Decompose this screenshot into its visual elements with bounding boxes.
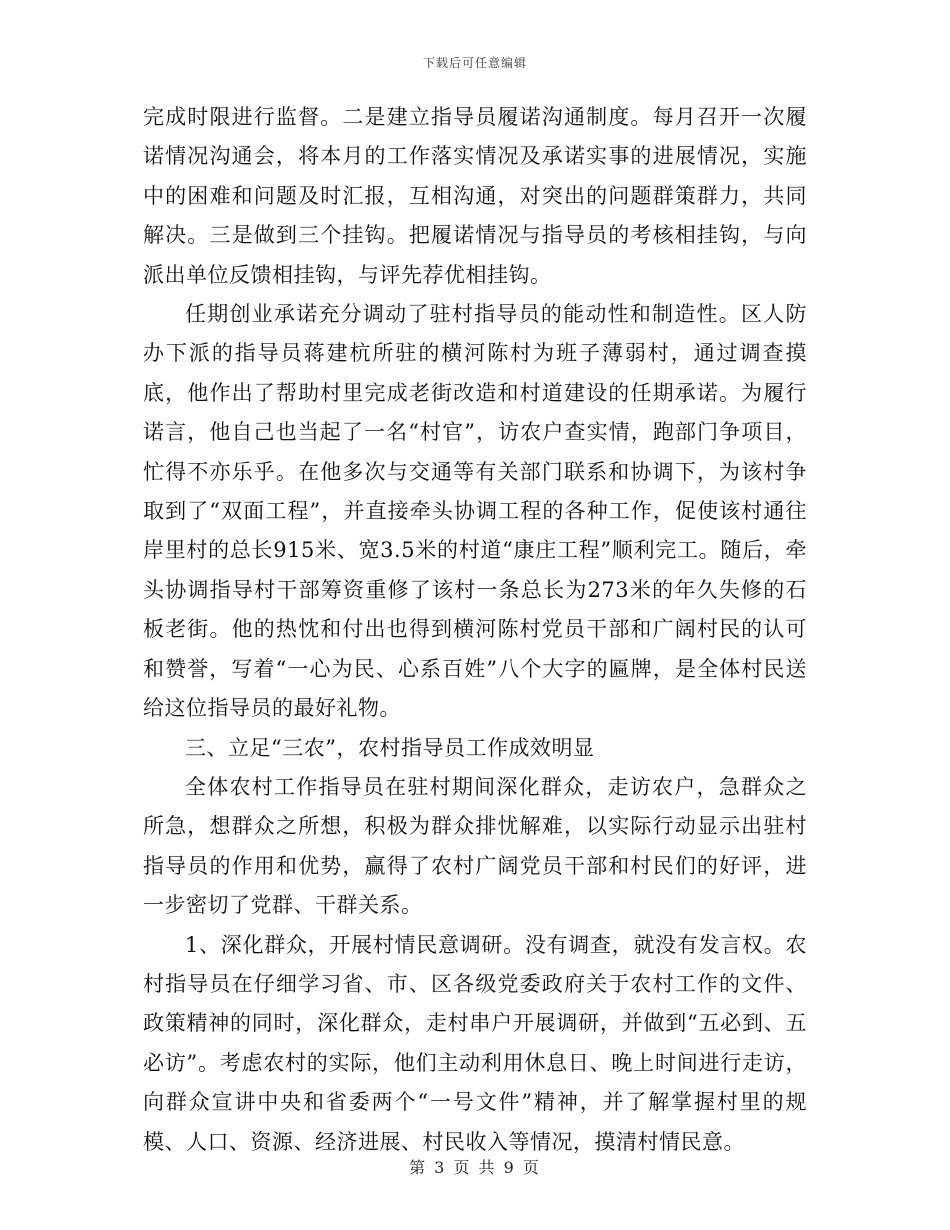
document-body: [143, 98, 807, 1162]
page-header-note: 下载后可任意编辑: [422, 56, 527, 70]
page-number: 第 3 页 共 9 页: [409, 1158, 541, 1177]
paragraph-commitment-example: 任期创业承诺充分调动了驻村指导员的能动性和制造性。区人防办下派的指导员蒋建杭所驻的横河陈村为班子薄弱村，通过调查摸底，他作出了帮助村里完成老街改造和村道建设的任期承诺。为履行诺言，他自己也当起了一名“村官”，访农户查实情，跑部门争项目，忙得不亦乐乎。在他多次与交通等有关部门联系和协调下，为该村争取到了“双面工程”，并直接牵头协调工程的各种工作，促使该村通往岸里村的总长915米、宽3.5米的村道“康庄工程”顺利完工。随后，牵头协调指导村干部筹资重修了该村一条总长为273米的年久失修的石板老街。他的热忱和付出也得到横河陈村党员干部和广阔村民的认可和赞誉，写着“一心为民、心系百姓”八个大字的匾牌，是全体村民送给这位指导员的最好礼物。: [143, 302, 807, 721]
paragraph-item-one: 1、深化群众，开展村情民意调研。没有调查，就没有发言权。农村指导员在仔细学习省、市、区各级党委政府关于农村工作的文件、政策精神的同时，深化群众，走村串户开展调研，并做到“五必到、五必访”。考虑农村的实际，他们主动利用休息日、晚上时间进行走访，向群众宣讲中央和省委两个“一号文件”精神，并了解掌握村里的规模、人口、资源、经济进展、村民收入等情况，摸清村情民意。: [143, 932, 807, 1154]
paragraph-section-intro: 全体农村工作指导员在驻村期间深化群众，走访农户，急群众之所急，想群众之所想，积极为群众排忧解难，以实际行动显示出驻村指导员的作用和优势，赢得了农村广阔党员干部和村民们的好评，进一步密切了党群、干群关系。: [143, 774, 807, 918]
section-heading-three: 三、立足“三农”，农村指导员工作成效明显: [185, 735, 595, 760]
paragraph-continuation: 完成时限进行监督。二是建立指导员履诺沟通制度。每月召开一次履诺情况沟通会，将本月的工作落实情况及承诺实事的进展情况，实施中的困难和问题及时汇报，互相沟通，对突出的问题群策群力，共同解决。三是做到三个挂钩。把履诺情况与指导员的考核相挂钩，与向派出单位反馈相挂钩，与评先荐优相挂钩。: [143, 105, 807, 287]
